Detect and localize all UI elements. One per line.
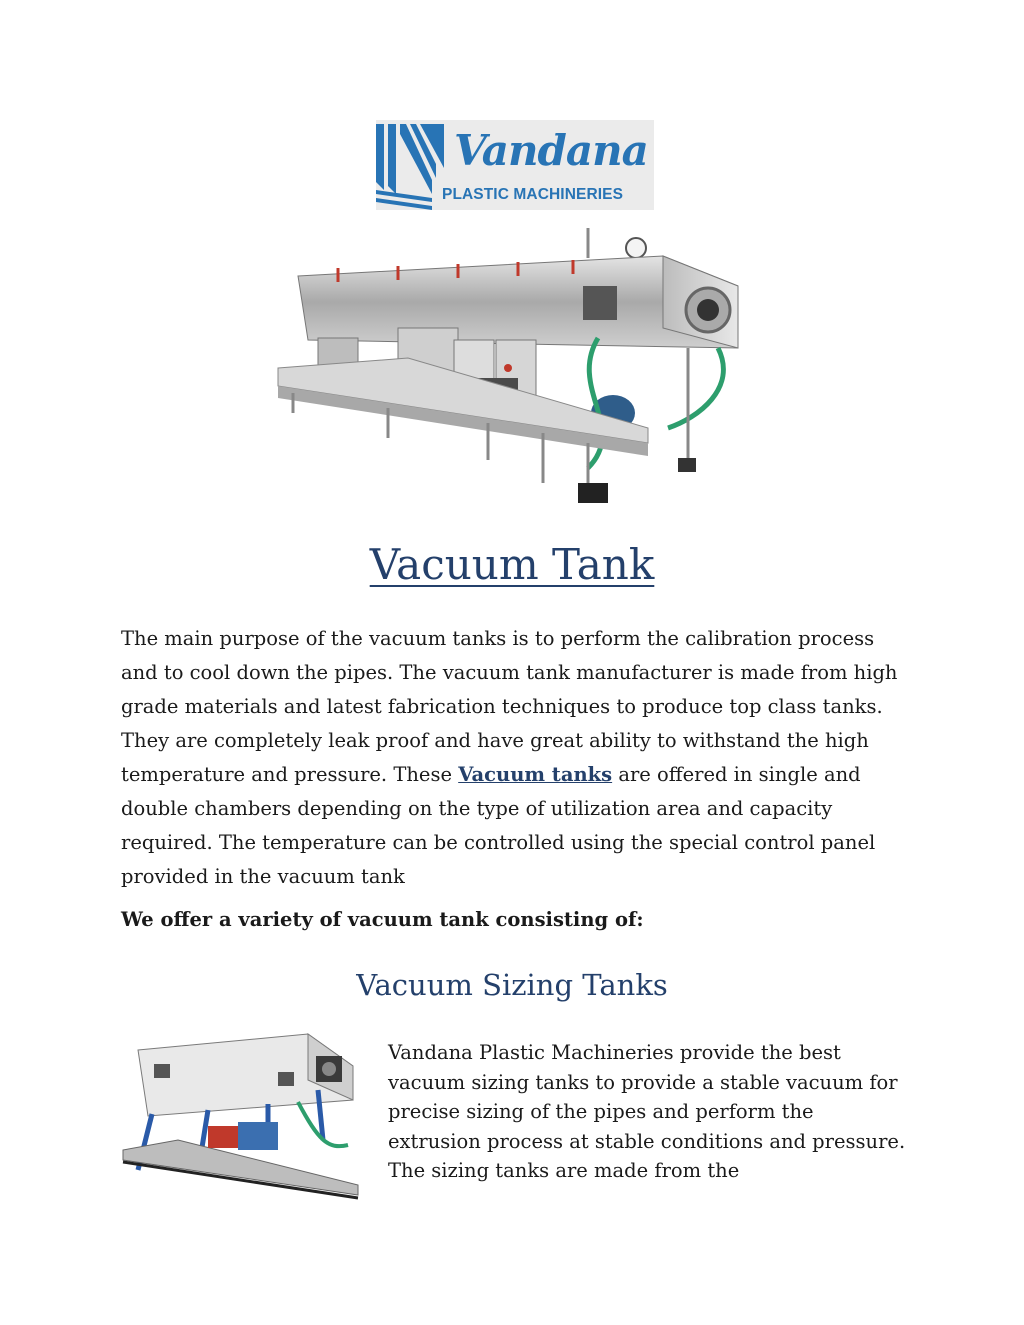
- section-paragraph: Vandana Plastic Machineries provide the best vacuum sizing tanks to provide a stable vacuum for precise sizing of the pipes and perform the extrusion process at stable conditions and pressure. The sizing tanks are made from the: [388, 1041, 906, 1182]
- section-title: Vacuum Sizing Tanks: [356, 968, 668, 1002]
- logo-emblem-icon: [376, 120, 446, 210]
- company-logo: [376, 120, 654, 210]
- page-title: Vacuum Tank: [369, 540, 655, 589]
- intro-paragraph: [121, 622, 911, 894]
- offer-heading: We offer a variety of vacuum tank consisting of:: [121, 908, 644, 931]
- logo-wordmark: Vandana: [454, 126, 648, 175]
- intro-text-1: The main purpose of the vacuum tanks is to perform the calibration process and to cool down the pipes. The vacuum tank manufacturer is made from high grade materials and latest fabrication techniques to produce top class tanks. They are completely leak proof and have great ability to withstand the high temperature and pressure. These: [121, 627, 898, 786]
- vacuum-tank-machine-image: [268, 228, 758, 518]
- intro-text-2: are offered in single and double chambers depending on the type of utilization area and capacity required. The temperature can be controlled using the special control panel provided in the vacuum tank: [121, 763, 876, 888]
- vacuum-sizing-tank-image: [118, 1030, 368, 1200]
- vacuum-tanks-link[interactable]: Vacuum tanks: [458, 763, 613, 786]
- logo-tagline: PLASTIC MACHINERIES: [442, 186, 624, 203]
